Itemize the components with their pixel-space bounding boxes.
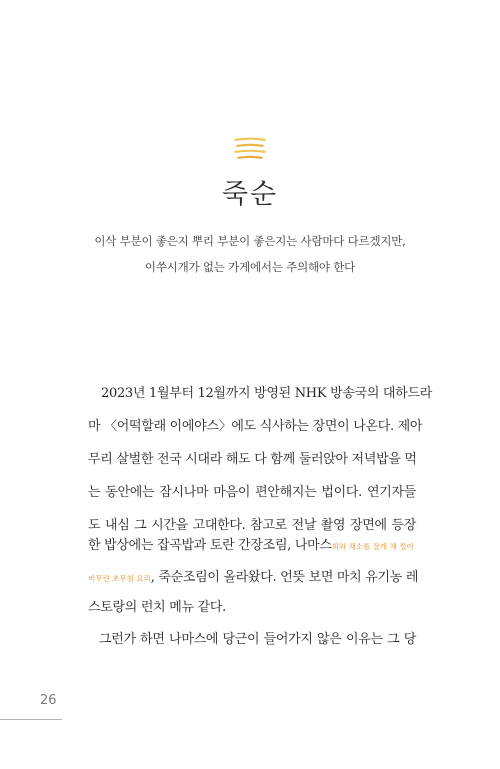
page-number-rule [0,719,62,720]
body-line-4: 는 동안에는 잠시나마 마음이 편안해지는 법이다. 연기자들 [88,485,416,500]
body-line-5: 도 내심 그 시간을 고대한다. 참고로 전날 촬영 장면에 등장 [88,518,416,533]
body-line-7-text: , 죽순조림이 올라왔다. 언뜻 보면 마치 유기농 레 [150,570,419,585]
body-line-1: 2023년 1월부터 12월까지 방영된 NHK 방송국의 대하드라 [101,386,432,401]
bamboo-shoot-strips-icon [232,136,268,160]
footnote-namasu-part-2: 버무린 초무침 요리 [88,574,151,583]
page-number: 26 [40,693,57,708]
body-line-9: 그런가 하면 나마스에 당근이 들어가지 않은 이유는 그 당 [99,632,416,647]
body-line-3: 무리 살벌한 전국 시대라 해도 다 함께 둘러앉아 저녁밥을 먹 [88,452,417,467]
chapter-subtitle-line-1: 이삭 부분이 좋은지 뿌리 부분이 좋은지는 사람마다 다르겠지만, [94,234,406,248]
body-line-6 [88,538,414,555]
body-line-7 [88,570,418,587]
body-line-8: 스토랑의 런치 메뉴 같다. [88,600,226,615]
chapter-subtitle-line-2: 이쑤시개가 없는 가게에서는 주의해야 한다 [144,260,356,274]
body-line-6-text: 한 밥상에는 잡곡밥과 토란 간장조림, 나마스 [88,538,332,553]
footnote-namasu-part-1: 회와 채소를 잘게 채 썰어 [331,542,414,551]
chapter-title: 죽순 [221,179,279,210]
body-line-2: 마 〈어떡할래 이에야스〉에도 식사하는 장면이 나온다. 제아 [88,419,423,434]
